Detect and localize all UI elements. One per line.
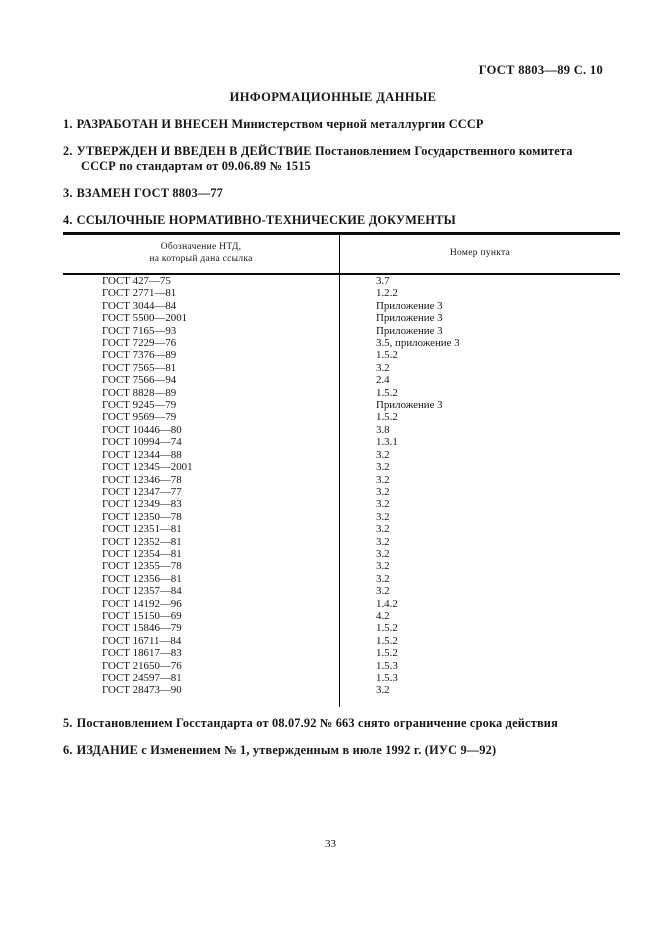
reference-documents-table [63, 232, 620, 707]
list-item [63, 144, 608, 174]
table-row [63, 573, 620, 585]
table-row [63, 536, 620, 548]
ntd-cell: ГОСТ 12352—81 [63, 536, 340, 548]
table-row [63, 449, 620, 461]
ntd-cell: ГОСТ 12345—2001 [63, 461, 340, 473]
table-header-ntd [63, 234, 340, 275]
item-number: 3. [63, 186, 73, 200]
table-row [63, 660, 620, 672]
punkt-cell: 1.5.3 [376, 672, 398, 684]
punkt-cell: 3.2 [376, 585, 390, 598]
punkt-cell: 3.2 [376, 461, 390, 474]
table-row [63, 498, 620, 510]
table-row [63, 523, 620, 535]
ntd-cell: ГОСТ 9245—79 [63, 399, 340, 411]
table-row [63, 436, 620, 448]
list-item [63, 743, 608, 758]
item-number: 4. [63, 213, 73, 227]
ntd-cell: ГОСТ 24597—81 [63, 672, 340, 684]
punkt-cell: 3.7 [376, 275, 390, 287]
punkt-cell: Приложение 3 [376, 324, 443, 337]
table-row [63, 585, 620, 597]
punkt-cell: 1.5.3 [376, 659, 398, 672]
item-text: ССЫЛОЧНЫЕ НОРМАТИВНО-ТЕХНИЧЕСКИЕ ДОКУМЕНТЫ [76, 213, 456, 227]
punkt-cell: 3.2 [376, 560, 390, 573]
ntd-cell: ГОСТ 10994—74 [63, 436, 340, 448]
table-row [63, 610, 620, 622]
punkt-cell: 1.2.2 [376, 287, 398, 300]
table-row [63, 635, 620, 647]
table-row [63, 374, 620, 386]
table-row [63, 486, 620, 498]
item-text: РАЗРАБОТАН И ВНЕСЕН Министерством черной металлургии СССР [76, 117, 484, 131]
list-item [63, 186, 608, 201]
spacer-cell [340, 697, 621, 707]
table-row [63, 511, 620, 523]
table-row [63, 337, 620, 349]
item-text: УТВЕРЖДЕН И ВВЕДЕН В ДЕЙСТВИЕ Постановлением Государственного комитета СССР по стандартам от 09.06.89 № 1515 [76, 144, 573, 173]
ntd-cell: ГОСТ 14192—96 [63, 598, 340, 610]
punkt-cell: 3.2 [376, 535, 390, 548]
table-row [63, 325, 620, 337]
punkt-cell: 3.8 [376, 423, 390, 436]
punkt-cell: 3.2 [376, 498, 390, 511]
ntd-cell: ГОСТ 12351—81 [63, 523, 340, 535]
ntd-cell: ГОСТ 12355—78 [63, 560, 340, 572]
punkt-cell: 4.2 [376, 609, 390, 622]
item-number: 6. [63, 743, 73, 757]
ntd-cell: ГОСТ 28473—90 [63, 684, 340, 696]
page-number: 33 [325, 838, 336, 850]
table-row [63, 411, 620, 423]
punkt-cell: 1.3.1 [376, 436, 398, 449]
ntd-table-body [63, 274, 620, 707]
page-title: ИНФОРМАЦИОННЫЕ ДАННЫЕ [229, 90, 437, 104]
ntd-cell: ГОСТ 7376—89 [63, 349, 340, 361]
ntd-cell: ГОСТ 7165—93 [63, 325, 340, 337]
info-items-bottom [63, 716, 608, 758]
punkt-cell: 1.5.2 [376, 386, 398, 399]
table-row [63, 274, 620, 287]
ntd-cell: ГОСТ 21650—76 [63, 660, 340, 672]
ntd-cell: ГОСТ 7566—94 [63, 374, 340, 386]
table-header-ntd-line2: на который дана ссылка [149, 253, 253, 264]
ntd-cell: ГОСТ 7229—76 [63, 337, 340, 349]
table-row [63, 287, 620, 299]
ntd-cell: ГОСТ 9569—79 [63, 411, 340, 423]
table-header-ntd-line1: Обозначение НТД, [160, 242, 242, 252]
ntd-cell: ГОСТ 12344—88 [63, 449, 340, 461]
punkt-cell: 3.2 [376, 523, 390, 536]
punkt-cell: 3.2 [376, 485, 390, 498]
ntd-cell: ГОСТ 15150—69 [63, 610, 340, 622]
item-number: 5. [63, 716, 73, 730]
ntd-cell: ГОСТ 12347—77 [63, 486, 340, 498]
table-row [63, 362, 620, 374]
table-row [63, 598, 620, 610]
ntd-cell: ГОСТ 10446—80 [63, 424, 340, 436]
ntd-cell: ГОСТ 7565—81 [63, 362, 340, 374]
table-row [63, 548, 620, 560]
list-item [63, 213, 608, 228]
punkt-cell: 1.5.2 [376, 622, 398, 635]
list-item [63, 716, 608, 731]
punkt-cell: 1.5.2 [376, 634, 398, 647]
ntd-cell: ГОСТ 15846—79 [63, 622, 340, 634]
punkt-cell: 3.2 [376, 473, 390, 486]
ntd-cell: ГОСТ 2771—81 [63, 287, 340, 299]
info-items-top [63, 117, 608, 228]
ntd-cell: ГОСТ 12356—81 [63, 573, 340, 585]
punkt-cell: 3.2 [376, 510, 390, 523]
table-header-row [63, 234, 620, 275]
table-spacer-row [63, 697, 620, 707]
ntd-cell: ГОСТ 12350—78 [63, 511, 340, 523]
table-row [63, 461, 620, 473]
table-row [63, 622, 620, 634]
ntd-cell: ГОСТ 12349—83 [63, 498, 340, 510]
document-header: ГОСТ 8803—89 С. 10 [478, 63, 603, 77]
punkt-cell: 1.5.2 [376, 411, 398, 424]
table-row [63, 312, 620, 324]
ntd-cell: ГОСТ 12357—84 [63, 585, 340, 597]
punkt-cell: 3.2 [376, 361, 390, 374]
list-item [63, 117, 608, 132]
table-row [63, 300, 620, 312]
item-number: 2. [63, 144, 73, 158]
ntd-cell: ГОСТ 12354—81 [63, 548, 340, 560]
punkt-cell: Приложение 3 [376, 299, 443, 312]
table-row [63, 349, 620, 361]
spacer-cell [63, 697, 340, 707]
punkt-cell: 1.5.2 [376, 349, 398, 362]
item-text: ИЗДАНИЕ с Изменением № 1, утвержденным в июле 1992 г. (ИУС 9—92) [76, 743, 497, 757]
ntd-cell: ГОСТ 5500—2001 [63, 312, 340, 324]
punkt-cell: 3.2 [376, 547, 390, 560]
item-text: ВЗАМЕН ГОСТ 8803—77 [76, 186, 224, 200]
table-row [63, 399, 620, 411]
ntd-cell: ГОСТ 18617—83 [63, 647, 340, 659]
punkt-cell: Приложение 3 [376, 399, 443, 412]
punkt-cell: Приложение 3 [376, 312, 443, 325]
ntd-cell: ГОСТ 8828—89 [63, 387, 340, 399]
punkt-cell: 3.2 [376, 572, 390, 585]
table-row [63, 684, 620, 696]
ntd-cell: ГОСТ 12346—78 [63, 474, 340, 486]
table-row [63, 672, 620, 684]
table-header-punkt: Номер пункта [340, 234, 621, 275]
punkt-cell: 3.5, приложение 3 [376, 337, 460, 350]
item-number: 1. [63, 117, 73, 131]
punkt-cell: 3.2 [376, 684, 390, 697]
table-row [63, 424, 620, 436]
punkt-cell: 3.2 [376, 448, 390, 461]
item-text: Постановлением Госстандарта от 08.07.92 № 663 снято ограничение срока действия [76, 716, 558, 730]
ntd-cell: ГОСТ 3044—84 [63, 300, 340, 312]
punkt-cell: 1.5.2 [376, 647, 398, 660]
table-row [63, 387, 620, 399]
table-row [63, 647, 620, 659]
ntd-cell: ГОСТ 427—75 [63, 274, 340, 287]
table-row [63, 474, 620, 486]
ntd-cell: ГОСТ 16711—84 [63, 635, 340, 647]
table-head [63, 234, 620, 275]
punkt-cell: 1.4.2 [376, 597, 398, 610]
punkt-cell: 2.4 [376, 374, 390, 387]
table-row [63, 560, 620, 572]
